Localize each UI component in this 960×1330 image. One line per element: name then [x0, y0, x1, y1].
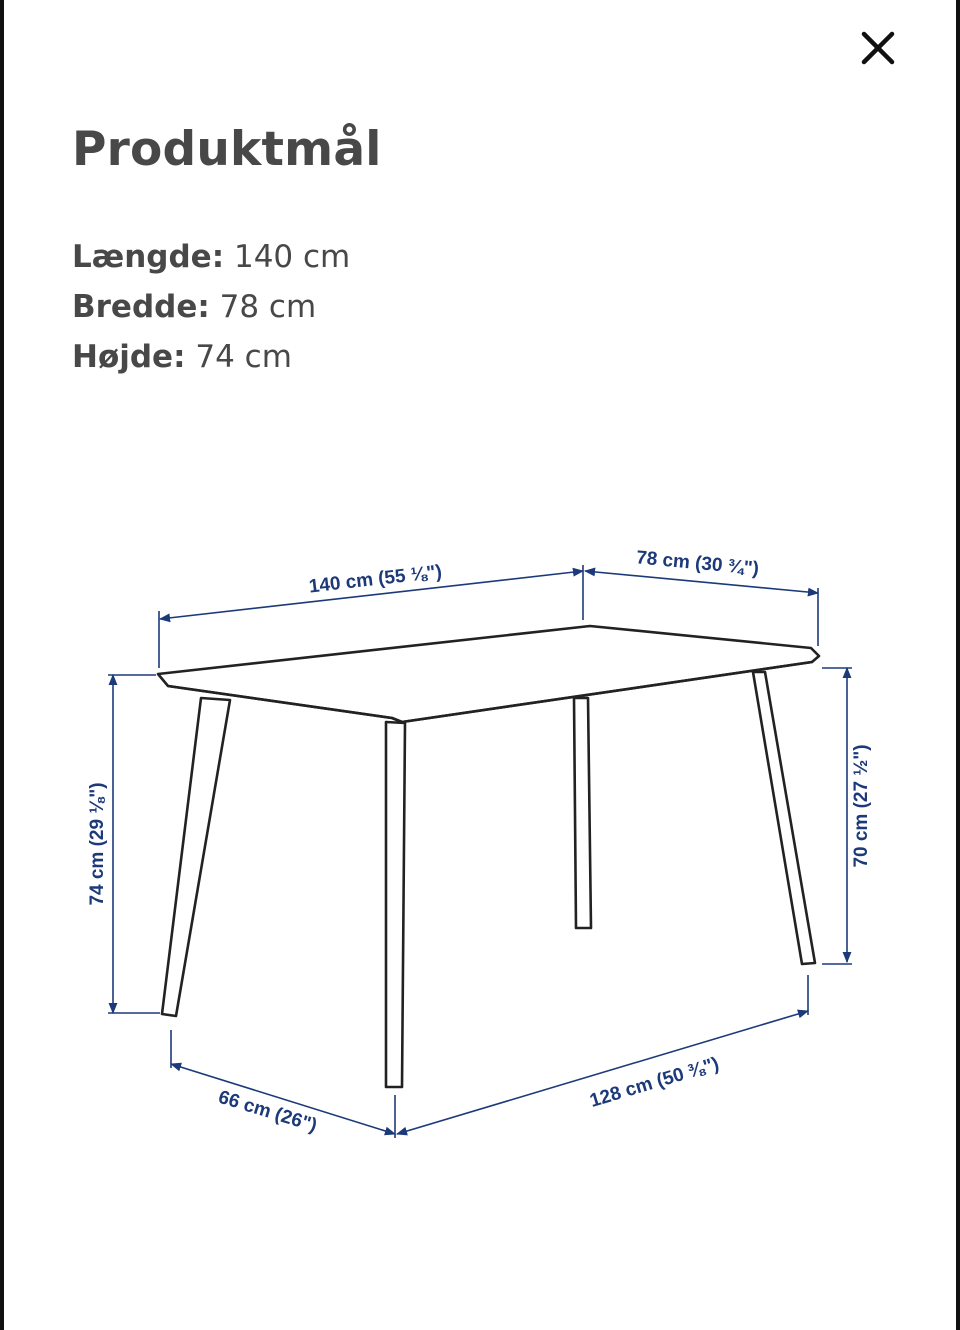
length-dimension-label: 140 cm (55 ⅛"): [307, 561, 443, 598]
dimension-length-label: Længde:: [72, 239, 225, 275]
table-leg-front-left: [162, 698, 230, 1016]
width-dimension-label: 78 cm (30 ¾"): [635, 547, 760, 580]
height-dimension-label: 74 cm (29 ⅛"): [87, 782, 108, 906]
leg-height-dimension-label: 70 cm (27 ½"): [851, 744, 872, 868]
table-leg-back-right: [753, 672, 815, 964]
table-top: [158, 626, 819, 722]
dimension-height-value: 74 cm: [195, 339, 292, 375]
leg-length-dimension-line: [397, 1011, 808, 1134]
table-illustration: [158, 626, 819, 1087]
leg-depth-dimension-label: 66 cm (26"): [215, 1086, 320, 1137]
dimension-width-value: 78 cm: [219, 289, 317, 325]
table-leg-front-right: [386, 722, 405, 1087]
close-icon: [861, 31, 895, 65]
table-dimension-diagram: [0, 500, 960, 1200]
close-button[interactable]: [852, 22, 904, 74]
dimension-height: [72, 332, 350, 382]
dimension-length-value: 140 cm: [233, 239, 351, 275]
dimension-width-label: Bredde:: [72, 289, 210, 325]
leg-length-dimension-label: 128 cm (50 ⅜"): [587, 1053, 722, 1112]
dimension-list: [72, 232, 350, 382]
dimension-width: [72, 282, 350, 332]
dimension-height-label: Højde:: [72, 339, 186, 375]
page-title: Produktmål: [72, 122, 382, 177]
table-leg-back-left: [574, 698, 591, 928]
dimension-length: [72, 232, 350, 282]
